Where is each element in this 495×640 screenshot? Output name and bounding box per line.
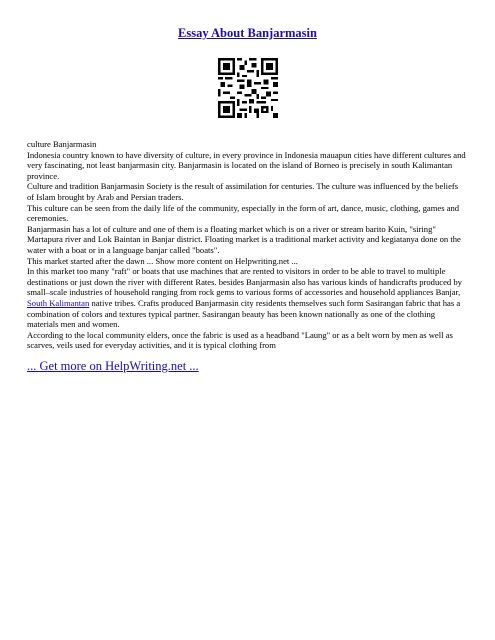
- paragraph-text: In this market too many "raft" or boats that use machines that are rented to visitors in order to be able to travel to multiple destinations or just down the river with different Rates. besides Banjarmasin also has various kinds of handicrafts produced by small–scale industries of household ranging from rock gems to various forms of accessories and household appliances Banjar,: [27, 266, 462, 298]
- document-title[interactable]: Essay About Banjarmasin: [178, 26, 317, 40]
- paragraph: According to the local community elders, once the fabric is used as a headband "Laung" or as a belt worn by men as well as scarves, veils used for everyday activities, and it is typical clothing from: [27, 329, 453, 351]
- paragraph: Indonesia country known to have diversity of culture, in every province in Indonesia mauapun cities have different cultures and very fascinating, not least banjarmasin city. Banjarmasin is located on the island of Borneo is precisely in south Kalimantan province.: [27, 149, 466, 181]
- paragraph: This culture can be seen from the daily life of the community, especially in the form of art, dance, music, clothing, games and ceremonies.: [27, 202, 460, 224]
- paragraph: culture Banjarmasin: [27, 139, 97, 149]
- paragraph: Banjarmasin has a lot of culture and one of them is a floating market which is on a river or stream barito Kuin, "siring" Martapura river and Lok Baintan in Banjar district. Floating market is a traditional market activity and kegiatanya done on the water with a boat or in a language banjar called "boats".: [27, 223, 461, 255]
- qr-code-icon: [218, 58, 278, 118]
- essay-body: [27, 139, 467, 351]
- get-more-link[interactable]: ... Get more on HelpWriting.net ...: [27, 359, 199, 373]
- paragraph: This market started after the dawn ... Show more content on Helpwriting.net ...: [27, 255, 298, 266]
- south-kalimantan-link[interactable]: South Kalimantan: [27, 297, 90, 308]
- paragraph: Culture and tradition Banjarmasin Society is the result of assimilation for centuries. The culture was influenced by the beliefs of Islam brought by Arab and Persian traders.: [27, 181, 459, 202]
- paragraph-text: native tribes. Crafts produced Banjarmasin city residents themselves such form Sasirangan fabric that has a combination of colors and textures typical partner. Sasirangan beauty has been known nationally as one of the clothing materials men and women.: [27, 297, 461, 330]
- paragraph: [27, 266, 467, 330]
